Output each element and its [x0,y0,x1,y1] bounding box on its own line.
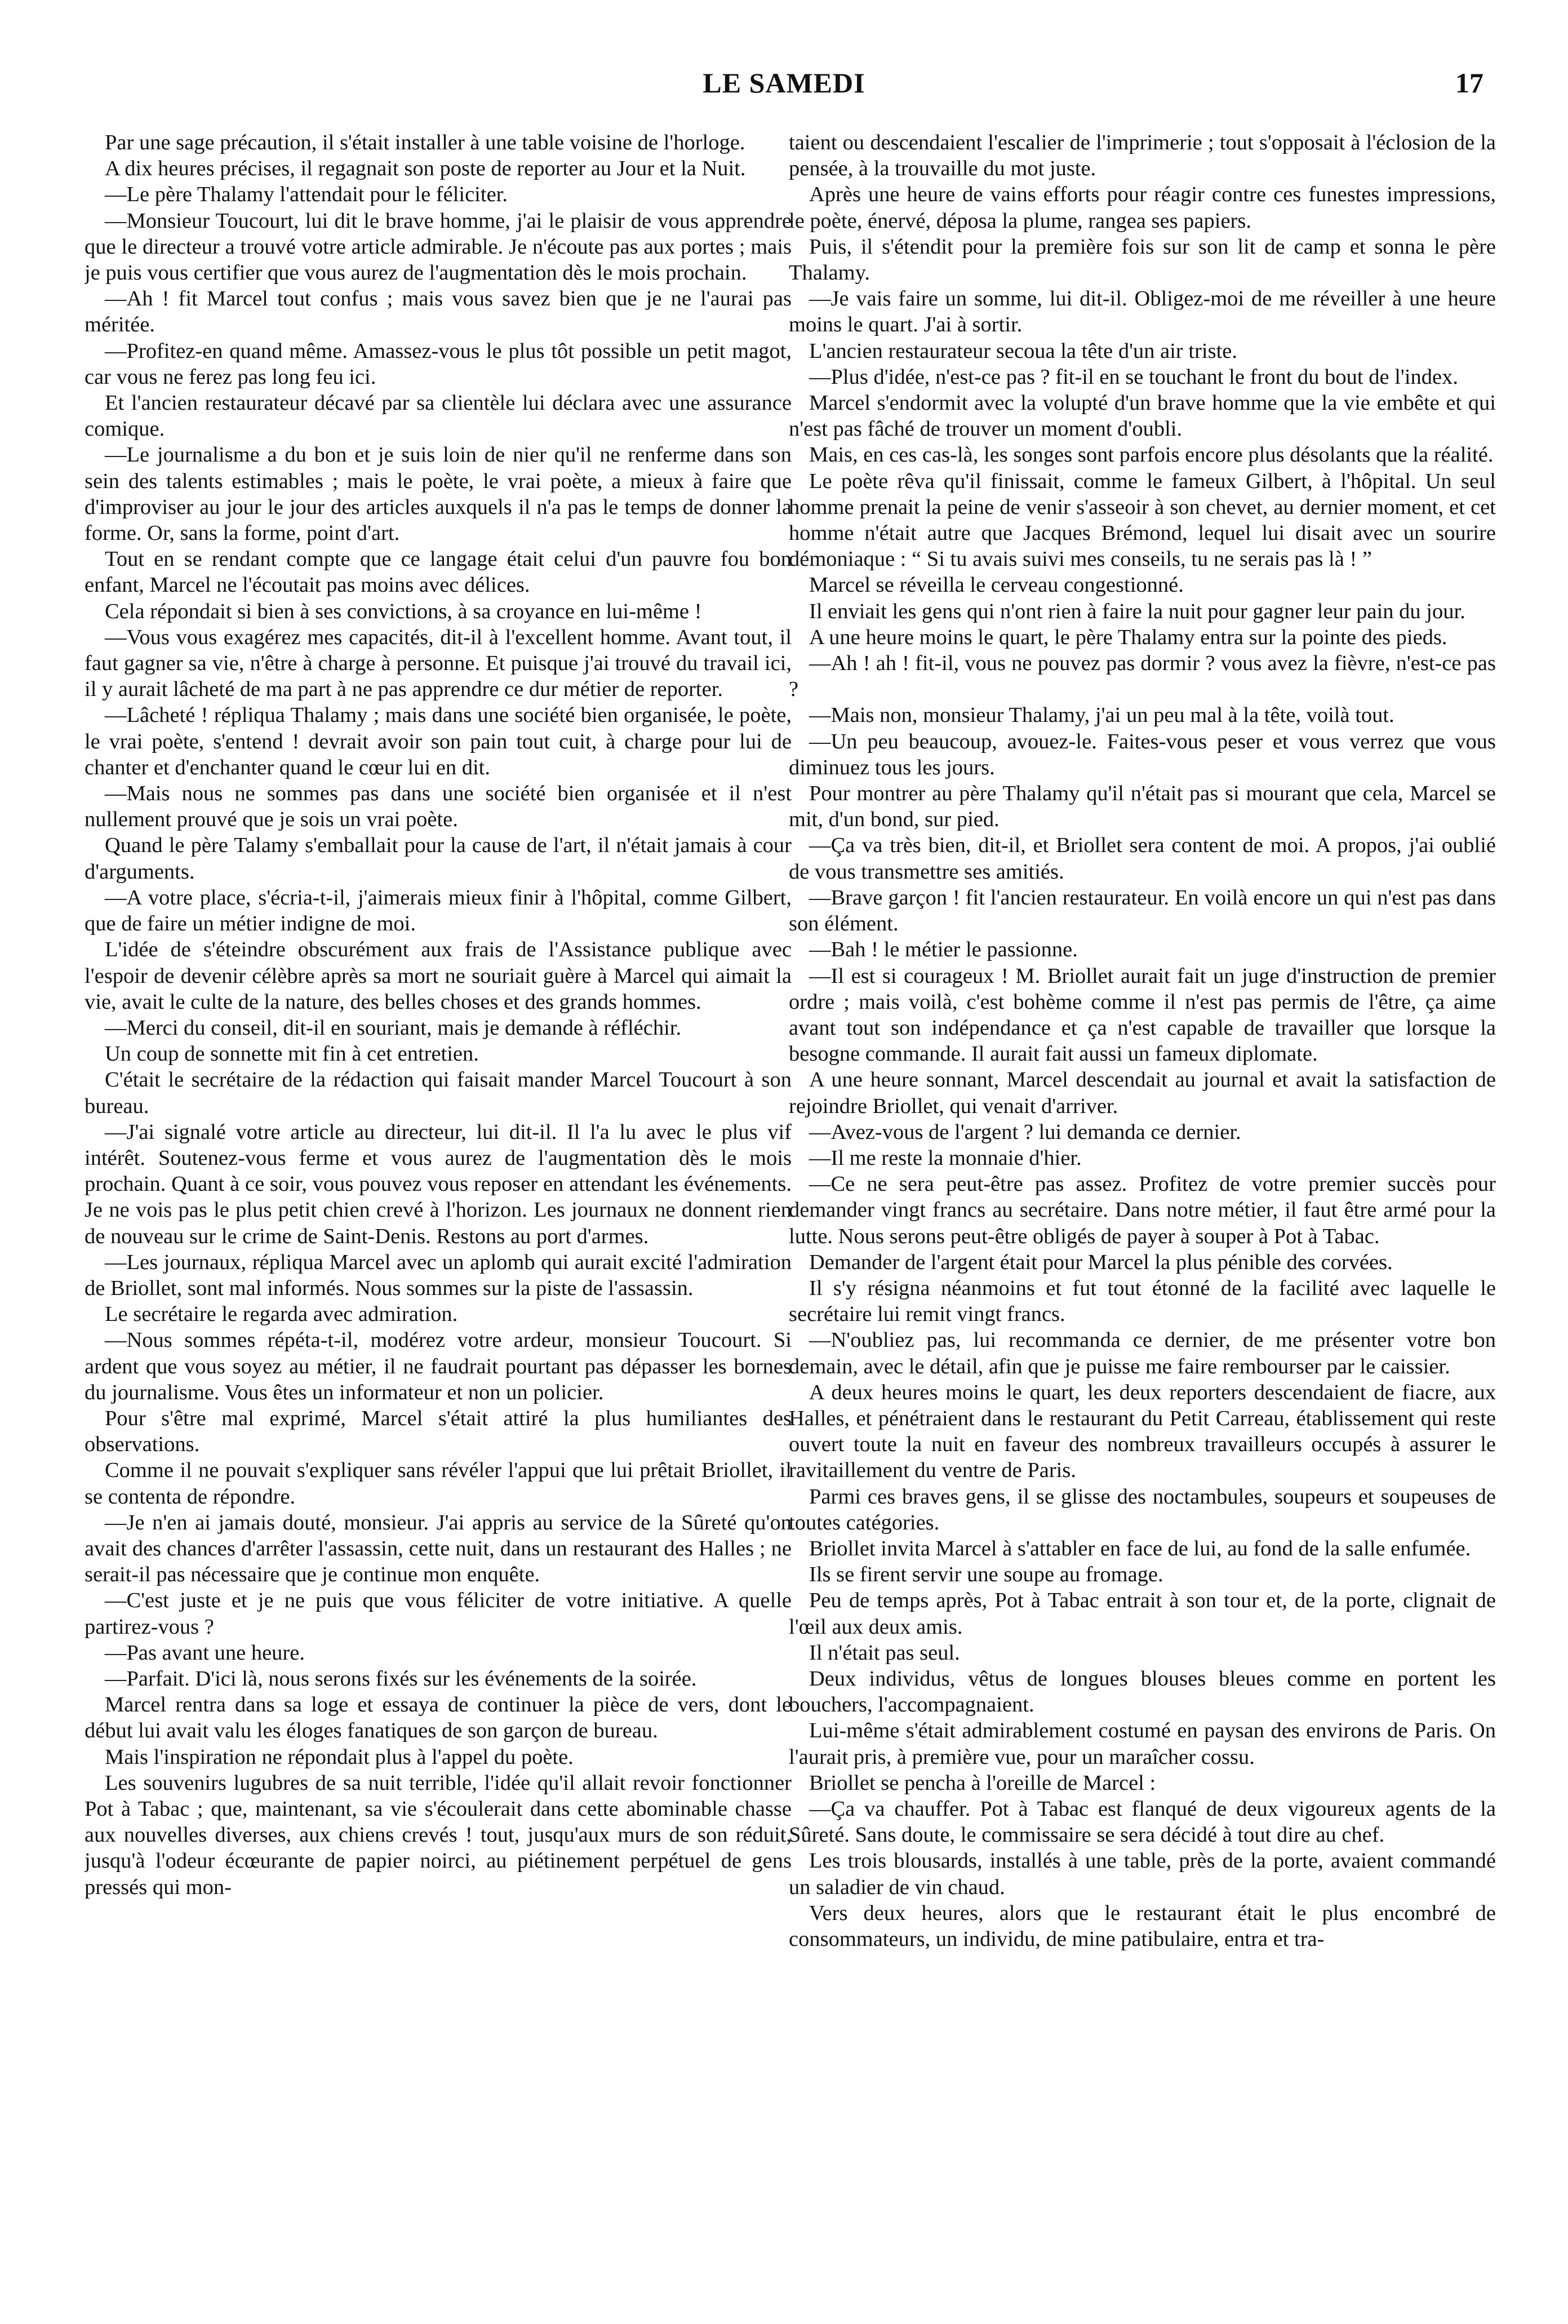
paragraph: Marcel s'endormit avec la volupté d'un brave homme que la vie embête et qui n'est pas fâché de trouver un moment d'oubli. [789,391,1496,441]
paragraph: Il enviait les gens qui n'ont rien à faire la nuit pour gagner leur pain du jour. [809,599,1465,623]
paragraph: Mais, en ces cas-là, les songes sont parfois encore plus désolants que la réalité. [809,443,1494,467]
left-text-column [85,130,792,2288]
paragraph: Quand le père Talamy s'emballait pour la cause de l'art, il n'était jamais à cour d'arguments. [85,833,792,884]
paragraph: A dix heures précises, il regagnait son poste de reporter au Jour et la Nuit. [105,157,746,181]
paragraph: —Profitez-en quand même. Amassez-vous le plus tôt possible un petit magot, car vous ne ferez pas long feu ici. [85,339,792,389]
paragraph: —Parfait. D'ici là, nous serons fixés sur les événements de la soirée. [105,1666,697,1691]
paragraph: Deux individus, vêtus de longues blouses bleues comme en portent les bouchers, l'accompagnaient. [789,1666,1496,1717]
paragraph: —Bah ! le métier le passionne. [809,938,1078,962]
paragraph: —Avez-vous de l'argent ? lui demanda ce dernier. [809,1120,1241,1144]
paragraph: L'ancien restaurateur secoua la tête d'un air triste. [809,339,1237,363]
paragraph: Comme il ne pouvait s'expliquer sans révéler l'appui que lui prêtait Briollet, il se contenta de répondre. [85,1458,792,1509]
right-text-column [789,130,1496,2288]
paragraph: —Ça va très bien, dit-il, et Briollet sera content de moi. A propos, j'ai oublié de vous transmettre ses amitiés. [789,833,1496,884]
paragraph: —J'ai signalé votre article au directeur, lui dit-il. Il l'a lu avec le plus vif intérêt. Soutenez-vous ferme et vous aurez de l'augmentation dès le mois prochain. Quant à ce soir, vous pouvez vous reposer en attendant les événements. Je ne vois pas le plus petit chien crevé à l'horizon. Les journaux ne donnent rien de nouveau sur le crime de Saint-Denis. Restons au port d'armes. [85,1120,792,1248]
paragraph: —Ce ne sera peut-être pas assez. Profitez de votre premier succès pour demander vingt francs au secrétaire. Dans notre métier, il faut être armé pour la lutte. Nous serons peut-être obligés de payer à souper à Pot à Tabac. [789,1172,1496,1248]
page-header [85,66,1483,112]
paragraph: —Ah ! ah ! fit-il, vous ne pouvez pas dormir ? vous avez la fièvre, n'est-ce pas ? [789,651,1496,702]
paragraph: —Plus d'idée, n'est-ce pas ? fit-il en se touchant le front du bout de l'index. [809,365,1458,389]
paragraph: C'était le secrétaire de la rédaction qui faisait mander Marcel Toucourt à son bureau. [85,1068,792,1118]
paragraph: —Monsieur Toucourt, lui dit le brave homme, j'ai le plaisir de vous apprendre que le directeur a trouvé votre article admirable. Je n'écoute pas aux portes ; mais je puis vous certifier que vous aurez de l'augmentation dès le mois prochain. [85,209,792,285]
paragraph: Et l'ancien restaurateur décavé par sa clientèle lui déclara avec une assurance comique. [85,391,792,441]
paragraph: —Je vais faire un somme, lui dit-il. Obligez-moi de me réveiller à une heure moins le quart. J'ai à sortir. [789,287,1496,337]
paragraph: —Brave garçon ! fit l'ancien restaurateur. En voilà encore un qui n'est pas dans son élément. [789,885,1496,936]
paragraph: —Pas avant une heure. [105,1640,305,1665]
paragraph: Le secrétaire le regarda avec admiration. [105,1302,458,1327]
paragraph: taient ou descendaient l'escalier de l'imprimerie ; tout s'opposait à l'éclosion de la pensée, à la trouvaille du mot juste. [789,131,1496,181]
paragraph: Puis, il s'étendit pour la première fois sur son lit de camp et sonna le père Thalamy. [789,234,1496,285]
paragraph: Lui-même s'était admirablement costumé en paysan des environs de Paris. On l'aurait pris, à première vue, pour un maraîcher cossu. [789,1719,1496,1769]
paragraph: —Vous vous exagérez mes capacités, dit-il à l'excellent homme. Avant tout, il faut gagner sa vie, n'être à charge à personne. Et puisque j'ai trouvé du travail ici, il y aurait lâcheté de ma part à ne pas apprendre ce dur métier de reporter. [85,625,792,702]
paragraph: Le poète rêva qu'il finissait, comme le fameux Gilbert, à l'hôpital. Un seul homme prenait la peine de venir s'asseoir à son chevet, au dernier moment, et cet homme n'était autre que Jacques Brémond, lequel lui disait avec un sourire démoniaque : “ Si tu avais suivi mes conseils, tu ne serais pas là ! ” [789,469,1496,571]
paragraph: Il s'y résigna néanmoins et fut tout étonné de la facilité avec laquelle le secrétaire lui remit vingt francs. [789,1276,1496,1327]
paragraph: —Nous sommes répéta-t-il, modérez votre ardeur, monsieur Toucourt. Si ardent que vous soyez au métier, il ne faudrait pourtant pas dépasser les bornes du journalisme. Vous êtes un informateur et non un policier. [85,1328,792,1404]
paragraph: Marcel se réveilla le cerveau congestionné. [809,573,1184,597]
paragraph: Tout en se rendant compte que ce langage était celui d'un pauvre fou bon enfant, Marcel ne l'écoutait pas moins avec délices. [85,547,792,597]
paragraph: —N'oubliez pas, lui recommanda ce dernier, de me présenter votre bon demain, avec le détail, afin que je puisse me faire rembourser par le caissier. [789,1328,1496,1378]
paragraph: A une heure moins le quart, le père Thalamy entra sur la pointe des pieds. [809,625,1447,649]
paragraph: A une heure sonnant, Marcel descendait au journal et avait la satisfaction de rejoindre Briollet, qui venait d'arriver. [789,1068,1496,1118]
paragraph: Il n'était pas seul. [809,1640,960,1665]
paragraph: L'idée de s'éteindre obscurément aux frais de l'Assistance publique avec l'espoir de devenir célèbre après sa mort ne souriait guère à Marcel qui aimait la vie, avait le culte de la nature, des belles choses et des grands hommes. [85,938,792,1014]
paragraph: —Il me reste la monnaie d'hier. [809,1146,1082,1170]
publication-title: LE SAMEDI [703,67,865,99]
paragraph: Pour s'être mal exprimé, Marcel s'était attiré la plus humiliantes des observations. [85,1406,792,1457]
paragraph: Par une sage précaution, il s'était installer à une table voisine de l'horloge. [105,131,745,154]
paragraph: Parmi ces braves gens, il se glisse des noctambules, soupeurs et soupeuses de toutes catégories. [789,1484,1496,1534]
paragraph: —Ça va chauffer. Pot à Tabac est flanqué de deux vigoureux agents de la Sûreté. Sans doute, le commissaire se sera décidé à tout dire au chef. [789,1797,1496,1847]
paragraph: —Il est si courageux ! M. Briollet aurait fait un juge d'instruction de premier ordre ; mais voilà, c'est bohème comme il n'est pas permis de l'être, ça aime avant tout son indépendance et ça n'est capable de travailler que lorsque la besogne commande. Il aurait fait aussi un fameux diplomate. [789,964,1496,1066]
paragraph: Cela répondait si bien à ses convictions, à sa croyance en lui-même ! [105,599,702,623]
paragraph: Ils se firent servir une soupe au fromage. [809,1563,1163,1587]
paragraph: Briollet se pencha à l'oreille de Marcel : [809,1771,1156,1795]
paragraph: —Lâcheté ! répliqua Thalamy ; mais dans une société bien organisée, le poète, le vrai poète, s'entend ! devrait avoir son pain tout cuit, à charge pour lui de chanter et d'enchanter quand le cœur lui en dit. [85,703,792,779]
paragraph: —Merci du conseil, dit-il en souriant, mais je demande à réfléchir. [105,1015,682,1040]
paragraph: Pour montrer au père Thalamy qu'il n'était pas si mourant que cela, Marcel se mit, d'un bond, sur pied. [789,782,1496,832]
paragraph: —Le père Thalamy l'attendait pour le féliciter. [105,183,508,207]
paragraph: Marcel rentra dans sa loge et essaya de continuer la pièce de vers, dont le début lui avait valu les éloges fanatiques de son garçon de bureau. [85,1693,792,1743]
paragraph: Vers deux heures, alors que le restaurant était le plus encombré de consommateurs, un individu, de mine patibulaire, entra et tra- [789,1901,1496,1952]
paragraph: —Le journalisme a du bon et je suis loin de nier qu'il ne renferme dans son sein des talents estimables ; mais le poète, le vrai poète, a mieux à faire que d'improviser au jour le jour des articles auxquels il n'a pas le temps de donner la forme. Or, sans la forme, point d'art. [85,443,792,545]
paragraph: Les trois blousards, installés à une table, près de la porte, avaient commandé un saladier de vin chaud. [789,1849,1496,1899]
page-number: 17 [1455,67,1483,99]
paragraph: —Ah ! fit Marcel tout confus ; mais vous savez bien que je ne l'aurai pas méritée. [85,287,792,337]
paragraph: —Les journaux, répliqua Marcel avec un aplomb qui aurait excité l'admiration de Briollet, sont mal informés. Nous sommes sur la piste de l'assassin. [85,1250,792,1300]
paragraph: —Mais nous ne sommes pas dans une société bien organisée et il n'est nullement prouvé que je sois un vrai poète. [85,782,792,832]
paragraph: Peu de temps après, Pot à Tabac entrait à son tour et, de la porte, clignait de l'œil aux deux amis. [789,1589,1496,1639]
paragraph: —Mais non, monsieur Thalamy, j'ai un peu mal à la tête, voilà tout. [809,703,1394,728]
paragraph: A deux heures moins le quart, les deux reporters descendaient de fiacre, aux Halles, et pénétraient dans le restaurant du Petit Carreau, établissement qui reste ouvert toute la nuit en faveur des nombreux travailleurs occupés à assurer le ravitaillement du ventre de Paris. [789,1380,1496,1483]
paragraph: Demander de l'argent était pour Marcel la plus pénible des corvées. [809,1250,1393,1274]
paragraph: Les souvenirs lugubres de sa nuit terrible, l'idée qu'il allait revoir fonctionner Pot à Tabac ; que, maintenant, sa vie s'écoulerait dans cette abominable chasse aux nouvelles diverses, aux chiens crevés ! tout, jusqu'aux murs de son réduit, jusqu'à l'odeur écœurante de papier noirci, au piétinement perpétuel de gens pressés qui mon- [85,1771,792,1899]
paragraph: —A votre place, s'écria-t-il, j'aimerais mieux finir à l'hôpital, comme Gilbert, que de faire un métier indigne de moi. [85,885,792,936]
paragraph: Après une heure de vains efforts pour réagir contre ces funestes impressions, le poète, énervé, déposa la plume, rangea ses papiers. [789,183,1496,233]
paragraph: —Un peu beaucoup, avouez-le. Faites-vous peser et vous verrez que vous diminuez tous les jours. [789,729,1496,779]
paragraph: —Je n'en ai jamais douté, monsieur. J'ai appris au service de la Sûreté qu'on avait des chances d'arrêter l'assassin, cette nuit, dans un restaurant des Halles ; ne serait-il pas nécessaire que je continue mon enquête. [85,1510,792,1587]
paragraph: Un coup de sonnette mit fin à cet entretien. [105,1042,479,1066]
paragraph: Briollet invita Marcel à s'attabler en face de lui, au fond de la salle enfumée. [809,1536,1471,1560]
paragraph: —C'est juste et je ne puis que vous féliciter de votre initiative. A quelle partirez-vous ? [85,1589,792,1639]
paragraph: Mais l'inspiration ne répondait plus à l'appel du poète. [105,1745,574,1769]
